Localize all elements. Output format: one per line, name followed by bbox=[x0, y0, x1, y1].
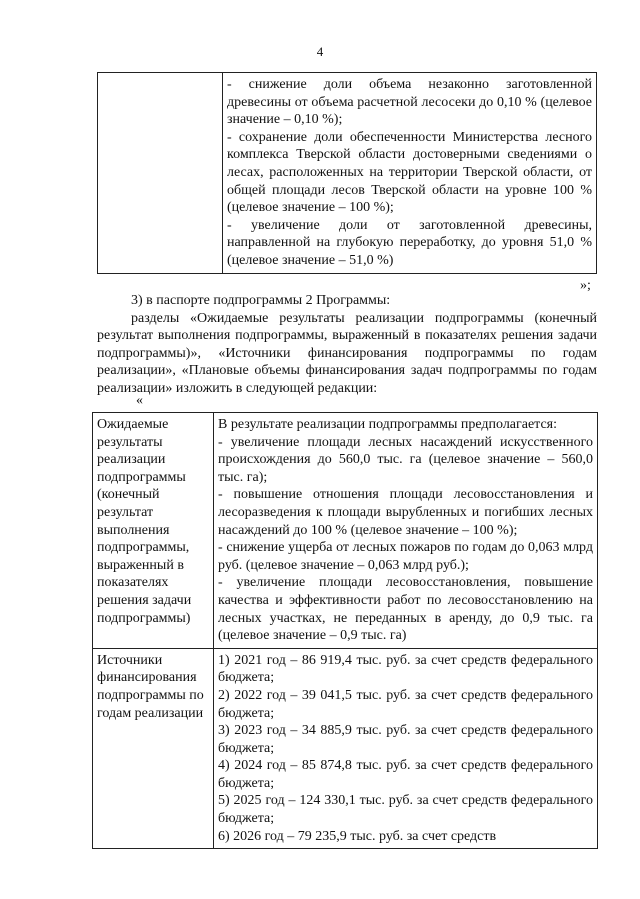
empty-cell bbox=[98, 73, 223, 274]
list-item: 1) 2021 год – 86 919,4 тыс. руб. за счет средств федерального бюджета; bbox=[218, 652, 593, 686]
section-heading: 3) в паспорте подпрограммы 2 Программы: bbox=[131, 293, 391, 308]
list-item: В результате реализации подпрограммы предполагается: bbox=[218, 417, 558, 432]
table-row bbox=[93, 413, 598, 649]
list-item: 6) 2026 год – 79 235,9 тыс. руб. за счет средств bbox=[218, 828, 497, 844]
list-item: - сохранение доли обеспеченности Министерства лесного комплекса Тверской области достоверными сведениями о лесах, расположенных на территории Тверской области, от общей площади лесов Тверской области на уровне 100 % (целевое значение – 100 %); bbox=[227, 129, 592, 216]
list-item: 3) 2023 год – 34 885,9 тыс. руб. за счет средств федерального бюджета; bbox=[218, 723, 593, 756]
list-item: - увеличение площади лесовосстановления, повышение качества и эффективности работ по лесовосстановлению на лесных участках, не переданных в аренду, до 0,9 тыс. га (целевое значение – 0,9 тыс. га) bbox=[218, 575, 593, 644]
list-item: - снижение доли объема незаконно заготовленной древесины от объема расчетной лесосеки до 0,10 % (целевое значение – 0,10 %); bbox=[227, 77, 592, 128]
page-number: 4 bbox=[316, 44, 324, 59]
opening-quote: « bbox=[136, 393, 143, 408]
expected-results-cell bbox=[214, 413, 598, 649]
passport-table bbox=[92, 412, 598, 849]
list-item: - снижение ущерба от лесных пожаров по годам до 0,063 млрд руб. (целевое значение – 0,063 млрд руб.); bbox=[218, 540, 593, 573]
section-paragraph: разделы «Ожидаемые результаты реализации подпрограммы (конечный результат выполнения подпрограммы, выраженный в показателях решения задачи подпрограммы)», «Источники финансирования подпрограммы по годам реализации», «Плановые объемы финансирования задач подпрограммы по годам реализации» изложить в следующей редакции: bbox=[97, 310, 597, 396]
list-item: 2) 2022 год – 39 041,5 тыс. руб. за счет средств федерального бюджета; bbox=[218, 687, 593, 721]
table-continuation bbox=[97, 72, 597, 274]
list-item: 5) 2025 год – 124 330,1 тыс. руб. за счет средств федерального бюджета; bbox=[218, 793, 593, 827]
list-item: - увеличение площади лесных насаждений искусственного происхождения до 560,0 тыс. га (целевое значение – 560,0 тыс. га); bbox=[218, 434, 593, 485]
list-item: - повышение отношения площади лесовосстановления и лесоразведения к площади вырубленных и погибших лесных насаждений до 100 % (целевое значение – 100 %); bbox=[218, 487, 593, 538]
list-item: - увеличение доли от заготовленной древесины, направленной на глубокую переработку, до уровня 51,0 % (целевое значение – 51,0 %) bbox=[227, 217, 592, 268]
table-row bbox=[93, 648, 598, 849]
funding-sources-cell bbox=[214, 648, 598, 849]
section-text bbox=[97, 292, 597, 398]
table-viewport bbox=[0, 412, 640, 895]
row-label-expected-results: Ожидаемые результаты реализации подпрограммы (конечный результат выполнения подпрограммы, выраженный в показателях решения задачи подпрограммы) bbox=[93, 413, 214, 649]
row-label-funding-sources: Источники финансирования подпрограммы по годам реализации bbox=[93, 648, 214, 849]
indicators-cell bbox=[223, 73, 597, 274]
table-row bbox=[98, 73, 597, 274]
closing-quote: »; bbox=[580, 278, 591, 293]
list-item: 4) 2024 год – 85 874,8 тыс. руб. за счет средств федерального бюджета; bbox=[218, 758, 593, 791]
